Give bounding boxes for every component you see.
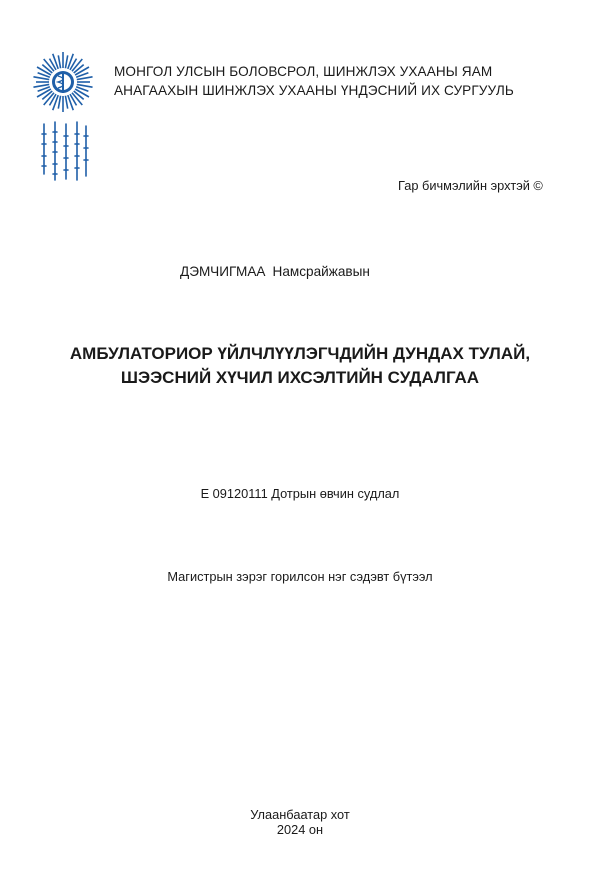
city: Улаанбаатар хот — [250, 807, 350, 822]
university-name: АНАГААХЫН ШИНЖЛЭХ УХААНЫ ҮНДЭСНИЙ ИХ СУРГУУЛЬ — [114, 83, 514, 98]
author-given-name: Намсрайжавын — [272, 264, 370, 279]
institution-header — [114, 62, 534, 100]
year: 2024 он — [276, 822, 324, 837]
author-surname: ДЭМЧИГМАА — [180, 264, 266, 279]
author-name — [180, 264, 370, 279]
degree-statement: Магистрын зэрэг горилсон нэг сэдэвт бүтээл — [167, 569, 433, 584]
thesis-title — [0, 342, 600, 390]
thesis-title-line-1: АМБУЛАТОРИОР ҮЙЛЧЛҮҮЛЭГЧДИЙН ДУНДАХ ТУЛАЙ, — [69, 344, 531, 363]
copyright-notice: Гар бичмэлийн эрхтэй © — [398, 178, 543, 193]
place-and-year — [0, 807, 600, 837]
university-emblem-icon — [30, 52, 96, 202]
ministry-name: МОНГОЛ УЛСЫН БОЛОВСРОЛ, ШИНЖЛЭХ УХААНЫ ЯАМ — [114, 64, 493, 79]
specialty-code: Е 09120111 Дотрын өвчин судлал — [200, 486, 400, 501]
thesis-title-line-2: ШЭЭСНИЙ ХҮЧИЛ ИХСЭЛТИЙН СУДАЛГАА — [120, 368, 480, 387]
